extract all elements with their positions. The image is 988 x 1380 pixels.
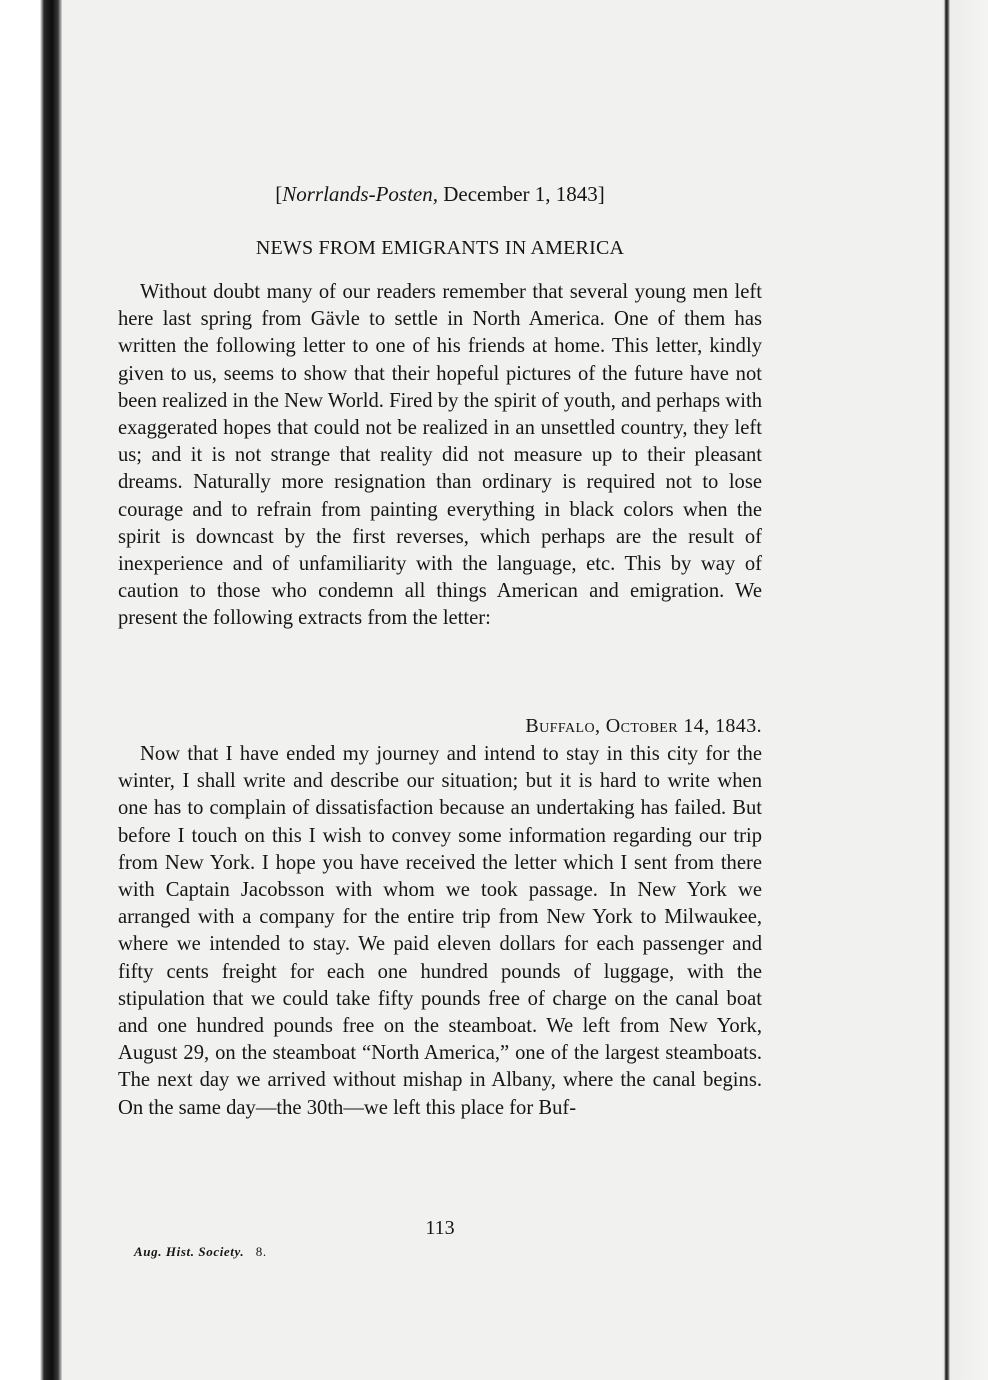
letter-dateline: Buffalo, October 14, 1843.: [525, 715, 762, 737]
source-citation: [118, 180, 762, 208]
book-gutter: [0, 0, 62, 1380]
publication-name: Norrlands-Posten,: [282, 182, 438, 206]
publication-date: December 1, 1843: [437, 182, 598, 206]
bracket-close: ]: [597, 182, 605, 206]
article-heading: NEWS FROM EMIGRANTS IN AMERICA: [255, 237, 625, 259]
signature-number: 8.: [255, 1244, 267, 1259]
intro-paragraph: Without doubt many of our readers remember that several young men left here last spring from Gävle to settle in North America. One of them has written the following letter to one of his friends at home. This letter, kindly given to us, seems to show that their hopeful pictures of the future have not been realized in the New World. Fired by the spirit of youth, and perhaps with exaggerated hopes that could not be realized in an unsettled country, they left us; and it is not strange that reality did not measure up to their pleasant dreams. Naturally more resignation than ordinary is required not to lose courage and to refrain from painting everything in black colors when the spirit is downcast by the first reverses, which perhaps are the result of inexperience and of unfamiliarity with the language, etc. This by way of caution to those who condemn all things American and emigration. We present the following extracts from the letter:: [118, 281, 762, 630]
letter-paragraph: Now that I have ended my journey and intend to stay in this city for the winter, I shall write and describe our situation; but it is hard to write when one has to complain of dissatisfaction because an undertaking has failed. But before I touch on this I wish to convey some information regarding our trip from New York. I hope you have received the letter which I sent from there with Captain Jacobsson with whom we took passage. In New York we arranged with a company for the entire trip from New York to Milwaukee, where we intended to stay. We paid eleven dollars for each passenger and fifty cents freight for each one hundred pounds of luggage, with the stipulation that we could take fifty pounds free of charge on the canal boat and one hundred pounds free on the steamboat. We left from New York, August 29, on the steamboat “North America,” one of the largest steamboats. The next day we arrived without mishap in Albany, where the canal begins. On the same day—the 30th—we left this place for Buf-: [118, 743, 762, 1119]
page-number: 113: [425, 1217, 455, 1239]
bracket-open: [: [275, 182, 283, 206]
printer-signature: [134, 1243, 267, 1261]
signature-text: Aug. Hist. Society.: [134, 1244, 245, 1259]
book-page: [118, 0, 762, 1380]
page-edge: [942, 0, 988, 1380]
